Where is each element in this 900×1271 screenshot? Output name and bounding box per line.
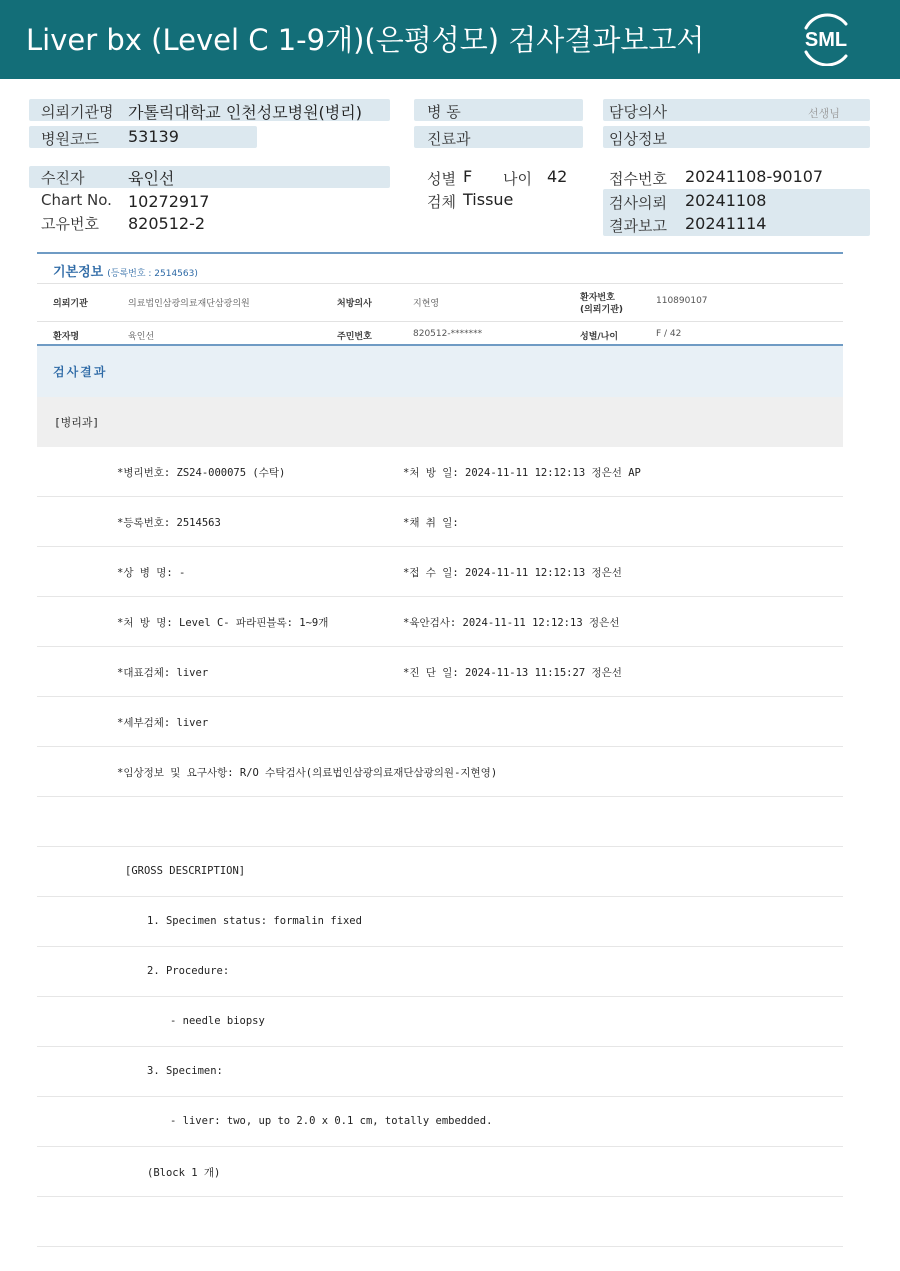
req-inst-val: 의료법인삼광의료재단삼광의원 <box>128 299 250 309</box>
chart-label: Chart No. <box>41 191 112 209</box>
basic-info-box <box>37 252 843 346</box>
ward-label: 병 동 <box>427 103 461 121</box>
specimen-value: Tissue <box>463 190 514 209</box>
gross-description-row <box>37 997 843 1047</box>
result-field-left: *처 방 명: Level C- 파라핀블록: 1~9개 <box>117 617 329 629</box>
basic-info-heading: 기본정보 <box>53 265 104 280</box>
age-value: 42 <box>547 167 568 186</box>
department-label: [병리과] <box>54 416 100 429</box>
department-row <box>37 397 843 447</box>
patient-no-val: 110890107 <box>656 296 708 306</box>
result-field-left: *대표검체: liver <box>117 667 209 679</box>
logo-text: SML <box>804 29 848 51</box>
basic-info-row <box>37 283 843 321</box>
report-title: Liver bx (Level C 1-9개)(은평성모) 검사결과보고서 <box>26 23 705 57</box>
report-value: 20241114 <box>685 214 767 233</box>
gross-description-text: 1. Specimen status: formalin fixed <box>147 915 362 927</box>
result-field-left: *등록번호: 2514563 <box>117 517 221 529</box>
result-field-left: *병리번호: ZS24-000075 (수탁) <box>117 467 286 479</box>
result-field-row <box>37 647 843 697</box>
patient-name-key: 환자명 <box>53 332 80 342</box>
gross-description-row <box>37 1097 843 1147</box>
sex-value: F <box>463 167 473 186</box>
age-label: 나이 <box>503 170 532 188</box>
sex-age-key: 성별/나이 <box>580 332 619 342</box>
prescriber-val: 지현영 <box>413 299 440 309</box>
req-inst-key: 의뢰기관 <box>53 299 88 309</box>
result-field-row <box>37 747 843 797</box>
gross-description-row <box>37 1147 843 1197</box>
result-field-left: *임상정보 및 요구사항: R/O 수탁검사(의료법인삼광의료재단삼광의원-지현영) <box>117 767 498 779</box>
unique-value: 820512-2 <box>128 214 206 233</box>
req-inst-value: 가톨릭대학교 인천성모병원(병리) <box>128 103 362 122</box>
gross-description-row <box>37 897 843 947</box>
gross-description-row <box>37 1197 843 1247</box>
unique-label: 고유번호 <box>41 215 99 233</box>
gross-description-text: - liver: two, up to 2.0 x 0.1 cm, totally embedded. <box>170 1115 493 1127</box>
patient-label: 수진자 <box>41 169 85 187</box>
doctor-suffix: 선생님 <box>808 107 840 120</box>
gross-description-text: 2. Procedure: <box>147 965 230 977</box>
prescriber-key: 처방의사 <box>337 299 372 309</box>
hosp-code-value: 53139 <box>128 127 179 146</box>
gross-description-row <box>37 1047 843 1097</box>
req-inst-label: 의뢰기관명 <box>41 103 114 121</box>
result-field-right: *진 단 일: 2024-11-13 11:15:27 정은선 <box>403 667 622 679</box>
patient-no-key: 환자번호 <box>580 293 615 303</box>
dept-label: 진료과 <box>427 130 471 148</box>
gross-description-text: (Block 1 개) <box>147 1167 221 1179</box>
registration-note: (등록번호 : 2514563) <box>107 269 198 279</box>
gross-description-row <box>37 947 843 997</box>
report-label: 결과보고 <box>609 217 667 235</box>
gross-description-row <box>37 797 843 847</box>
result-field-left: *세부검체: liver <box>117 717 209 729</box>
result-field-row <box>37 497 843 547</box>
sml-logo <box>798 12 854 66</box>
result-field-left: *상 병 명: - <box>117 567 186 579</box>
result-field-right: *접 수 일: 2024-11-11 12:12:13 정은선 <box>403 567 622 579</box>
request-label: 검사의뢰 <box>609 194 667 212</box>
result-field-row <box>37 697 843 747</box>
request-value: 20241108 <box>685 191 767 210</box>
doctor-label: 담당의사 <box>609 103 667 121</box>
result-field-right: *처 방 일: 2024-11-11 12:12:13 정은선 AP <box>403 467 641 479</box>
clinical-label: 임상정보 <box>609 130 667 148</box>
chart-value: 10272917 <box>128 192 210 211</box>
patient-no-key-sub: (의뢰기관) <box>580 305 624 315</box>
gross-description-text: 3. Specimen: <box>147 1065 223 1077</box>
resident-no-key: 주민번호 <box>337 332 372 342</box>
result-field-row <box>37 547 843 597</box>
result-field-right: *채 취 일: <box>403 517 459 529</box>
results-header <box>37 346 843 397</box>
resident-no-val: 820512-******* <box>413 329 483 339</box>
receipt-label: 접수번호 <box>609 170 667 188</box>
result-field-right: *육안검사: 2024-11-11 12:12:13 정은선 <box>403 617 620 629</box>
result-field-row <box>37 597 843 647</box>
basic-info-title <box>53 261 198 280</box>
result-field-row <box>37 447 843 497</box>
sex-label: 성별 <box>427 170 456 188</box>
gross-description-text: - needle biopsy <box>170 1015 265 1027</box>
patient-value: 육인선 <box>128 169 175 188</box>
gross-description-row <box>37 847 843 897</box>
sex-age-val: F / 42 <box>656 329 682 339</box>
report-header <box>0 0 900 79</box>
gross-description-text: [GROSS DESCRIPTION] <box>125 865 246 877</box>
patient-name-val: 육인선 <box>128 332 155 342</box>
receipt-value: 20241108-90107 <box>685 167 824 186</box>
basic-info-row <box>37 321 843 346</box>
results-title: 검사결과 <box>53 365 108 379</box>
hosp-code-label: 병원코드 <box>41 130 99 148</box>
specimen-label: 검체 <box>427 193 456 211</box>
